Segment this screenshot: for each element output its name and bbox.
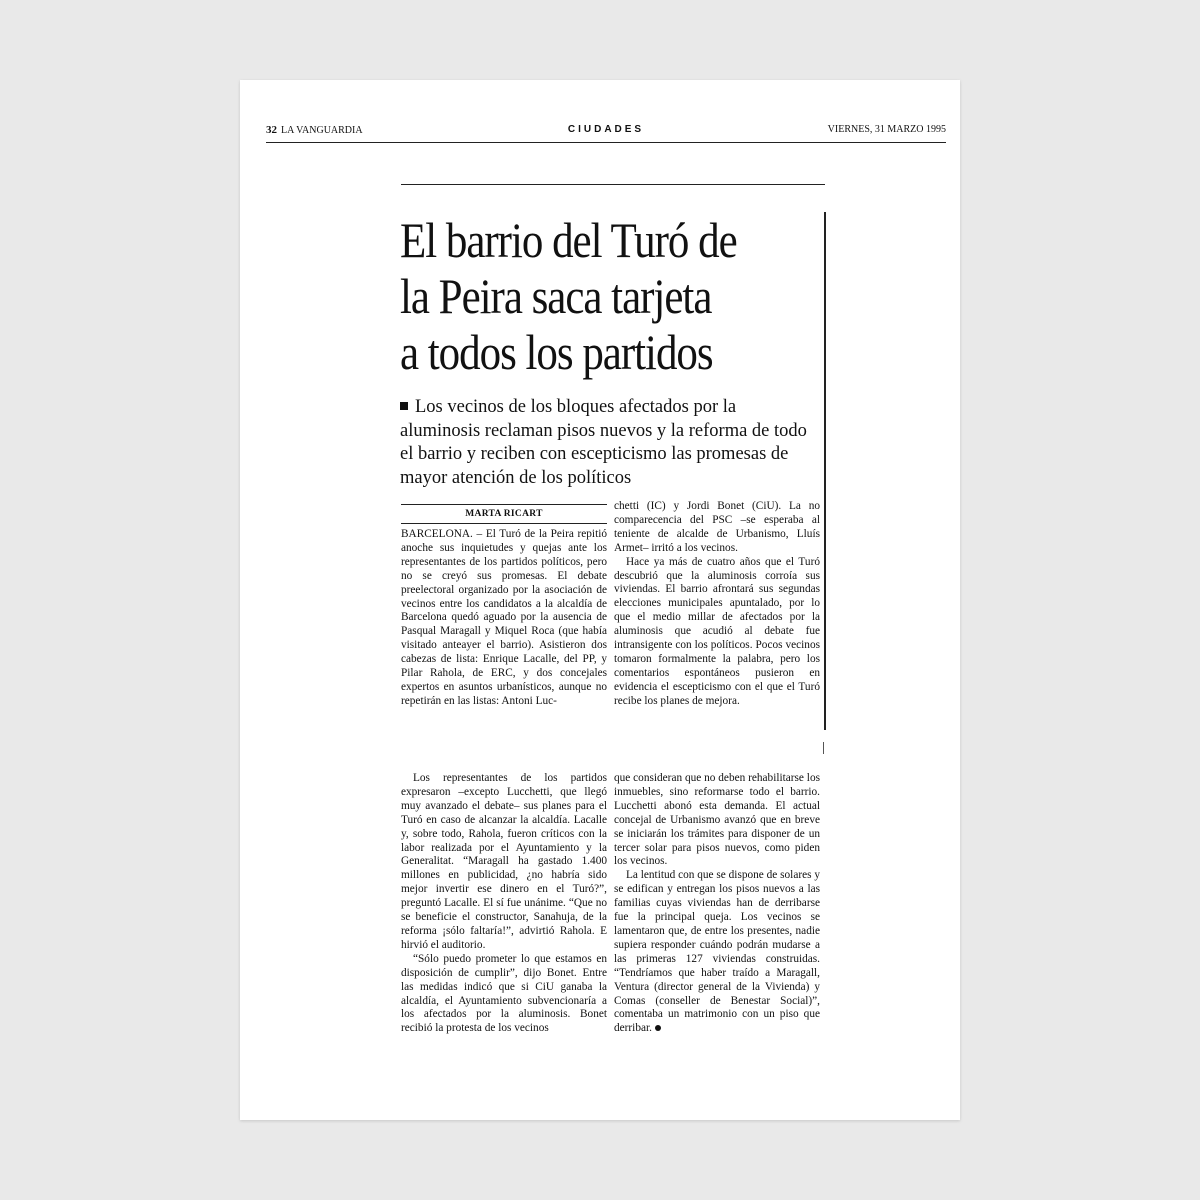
- article-column-2: [614, 500, 820, 709]
- article-paragraph: [614, 869, 820, 1036]
- subheadline-text: Los vecinos de los bloques afectados por la aluminosis reclaman pisos nuevos y la reforma de todo el barrio y reciben con escepticismo las promesas de mayor atención de los políticos: [400, 397, 807, 488]
- article-paragraph: Los representantes de los partidos expresaron –excepto Lucchetti, que llegó muy avanzado el debate– sus planes para el Turó en caso de alcanzar la alcaldía. Lacalle y, sobre todo, Rahola, fueron críticos con la labor realizada por el Ayuntamiento y la Generalitat. “Maragall ha gastado 1.400 millones en publicidad, ¿no habría sido mejor invertir ese dinero en el Turó?”, preguntó Lacalle. El sí fue unánime. “Que no se beneficie el constructor, Sanahuja, de la reforma ¡sólo faltaría!”, advirtió Rahola. E hirvió el auditorio.: [401, 772, 607, 951]
- article-paragraph: “Sólo puedo prometer lo que estamos en disposición de cumplir”, dijo Bonet. Entre las medidas indicó que si CiU ganaba la alcaldía, el Ayuntamiento subvencionaría a los afectados por la aluminosis. Bonet recibió la protesta de los vecinos: [401, 952, 607, 1035]
- article-headline: [400, 212, 761, 380]
- end-of-article-icon: [655, 1025, 661, 1031]
- article-byline: MARTA RICART: [401, 504, 607, 524]
- article-subheadline: [400, 396, 810, 490]
- headline-line: a todos los partidos: [400, 324, 713, 380]
- section-name: CIUDADES: [567, 124, 645, 135]
- article-paragraph: Hace ya más de cuatro años que el Turó descubrió que la aluminosis corroía sus viviendas. El barrio afrontará sus segundas elecciones municipales apuntalado, por lo que el medio millar de afectados por la aluminosis que acudió al debate fue intransigente con los políticos. Pocos vecinos tomaron formalmente la palabra, pero los comentarios espontáneos pusieron en evidencia el escepticismo con el que el Turó recibe los planes de mejora.: [614, 555, 820, 707]
- newspaper-page: [240, 80, 960, 1120]
- page-number: 32: [266, 124, 277, 136]
- column-side-tick: [823, 742, 824, 754]
- article-paragraph-text: La lentitud con que se dispone de solares y se edifican y entregan los pisos nuevos a las familias cuyas viviendas han de derribarse fue la principal queja. Los vecinos se lamentaron que, de entre los presentes, nadie supiera responder cuándo podrán mudarse a las primeras 127 viviendas construidas. “Tendríamos que haber traído a Maragall, Ventura (director general de la Vivienda) y Comas (conseller de Benestar Social)”, comentaba un matrimonio con un piso que derribar.: [614, 869, 820, 1035]
- paper-name: LA VANGUARDIA: [281, 125, 363, 136]
- article-paragraph: BARCELONA. – El Turó de la Peira repitió anoche sus inquietudes y quejas ante los representantes de los partidos políticos, pero no se creyó sus promesas. El debate preelectoral organizado por la asociación de vecinos entre los candidatos a la alcaldía de Barcelona quedó aguado por la ausencia de Pasqual Maragall y Miquel Roca (que había visitado anteayer el barrio). Asistieron dos cabezas de lista: Enrique Lacalle, del PP, y Pilar Rahola, de ERC, y dos concejales expertos en asuntos urbanísticos, aunque no repetirán en las listas: Antoni Luc-: [401, 528, 607, 707]
- headline-top-rule: [401, 184, 825, 185]
- article-column-4: [614, 772, 820, 1036]
- article-column-1: [401, 528, 607, 709]
- article-column-3: [401, 772, 607, 1036]
- article-paragraph: chetti (IC) y Jordi Bonet (CiU). La no comparecencia del PSC –se esperaba al teniente de alcalde de Urbanismo, Lluís Armet– irritó a los vecinos.: [614, 500, 820, 554]
- square-bullet-icon: [400, 402, 408, 410]
- headline-line: El barrio del Turó de: [400, 212, 737, 268]
- headline-line: la Peira saca tarjeta: [400, 268, 712, 324]
- article-paragraph: que consideran que no deben rehabilitarse los inmuebles, sino reformarse todo el barrio. Lucchetti abonó esta demanda. El actual concejal de Urbanismo avanzó que en breve se iniciarán los trámites para disponer de un tercer solar para pisos nuevos, como piden los vecinos.: [614, 772, 820, 868]
- issue-date: VIERNES, 31 MARZO 1995: [827, 124, 946, 135]
- running-head: [266, 124, 946, 143]
- column-side-rule: [824, 212, 826, 730]
